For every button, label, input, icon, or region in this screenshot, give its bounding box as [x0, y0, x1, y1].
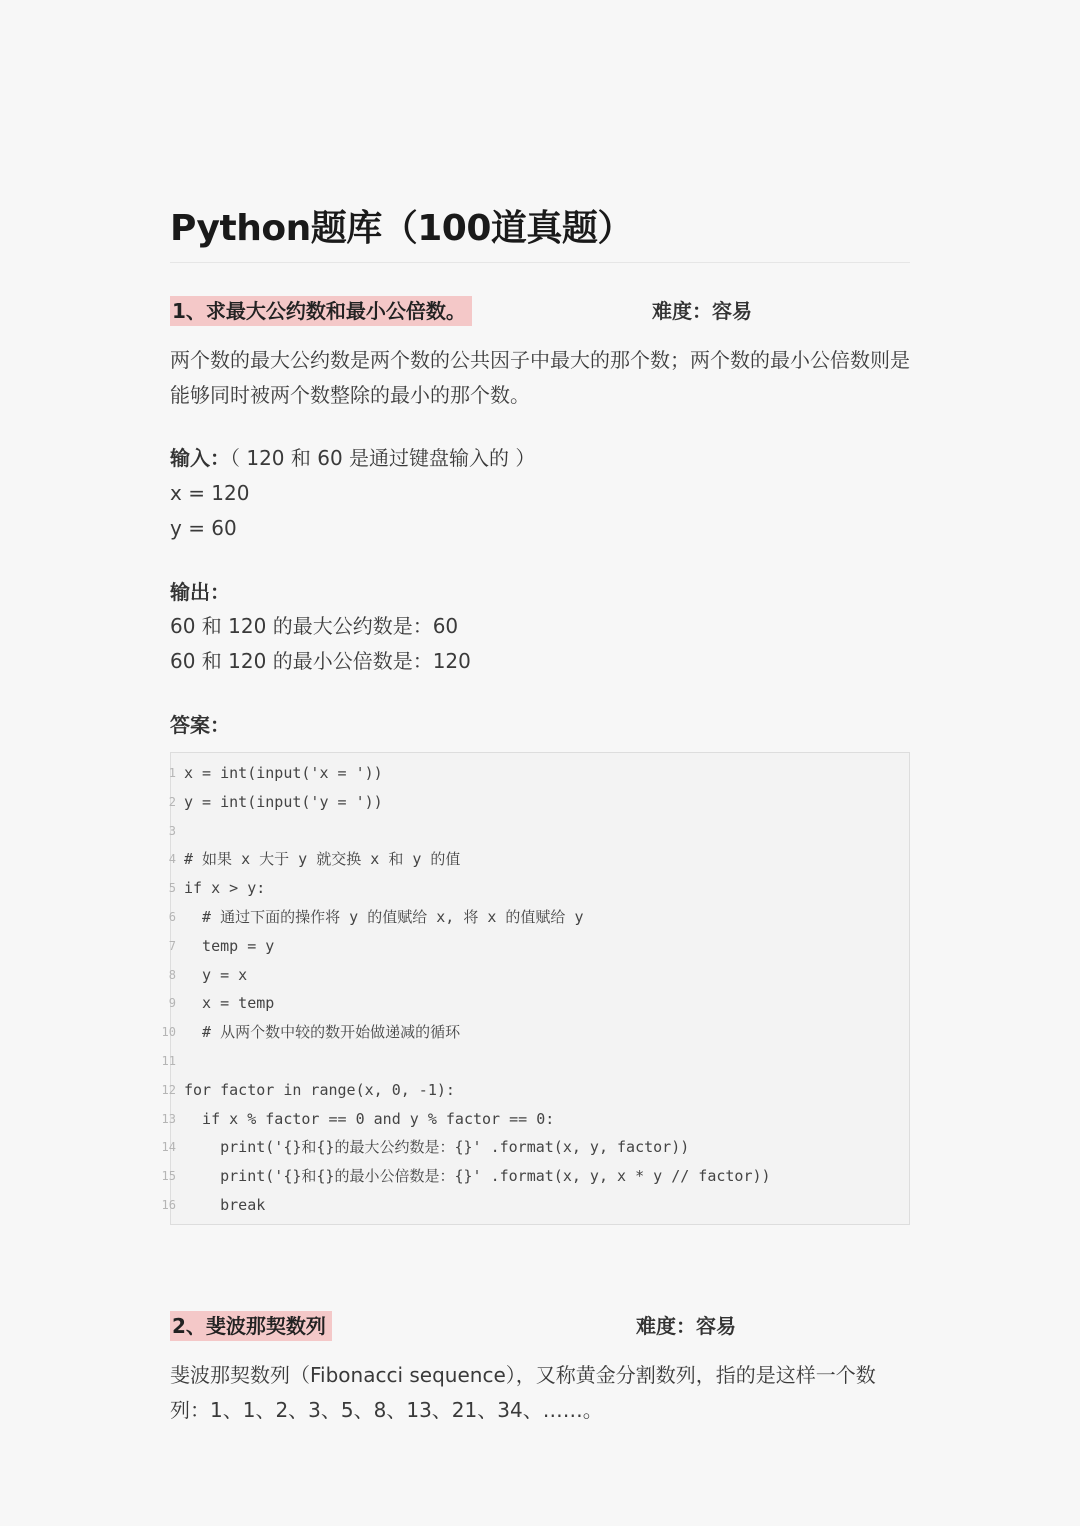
input-label: 输入：: [170, 446, 230, 470]
question-1-description: 两个数的最大公约数是两个数的公共因子中最大的那个数；两个数的最小公倍数则是能够同时被两个数整除的最小的那个数。: [170, 348, 910, 407]
answer-label: 答案：: [170, 713, 230, 737]
code-line: [168, 817, 909, 846]
line-number-text: 7: [168, 938, 176, 953]
code-text: temp = y: [184, 936, 275, 955]
code-text: y = x: [184, 965, 248, 984]
line-number-text: 5: [168, 881, 176, 896]
input-line-y: y = 60: [170, 516, 237, 540]
answer-heading: [170, 708, 230, 743]
code-text: if x > y:: [184, 879, 266, 898]
code-line: [168, 932, 909, 961]
line-number-text: 3: [168, 823, 176, 838]
question-2-title: 2、斐波那契数列: [170, 1311, 332, 1341]
question-2-description: 斐波那契数列（Fibonacci sequence），又称黄金分割数列，指的是这样一个数列：1、1、2、3、5、8、13、21、34、……。: [170, 1363, 876, 1422]
question-1-header: [170, 296, 910, 330]
line-number-text: 10: [161, 1025, 176, 1040]
line-number-text: 11: [161, 1054, 176, 1068]
line-number-text: 13: [161, 1111, 176, 1126]
code-line: [161, 1076, 909, 1105]
line-number-text: 16: [161, 1198, 176, 1212]
code-line: [161, 1191, 909, 1220]
code-line: [168, 961, 909, 990]
output-line-gcd: 60 和 120 的最大公约数是：60: [170, 614, 459, 638]
question-2-header: [170, 1311, 910, 1345]
input-note: （ 120 和 60 是通过键盘输入的 ）: [230, 446, 536, 470]
code-line: [161, 1047, 909, 1076]
code-text: y = int(input('y = ')): [184, 792, 383, 811]
input-line-x: x = 120: [170, 481, 250, 505]
code-text: break: [184, 1196, 266, 1214]
question-1-difficulty: 难度：容易: [652, 299, 752, 323]
code-line: [168, 788, 909, 817]
page-title: Python题库（100道真题）: [170, 208, 633, 249]
line-number-text: 8: [168, 967, 176, 982]
line-number-text: 4: [168, 852, 176, 867]
code-line: [168, 845, 909, 874]
output-line-lcm: 60 和 120 的最小公倍数是：120: [170, 649, 471, 673]
line-number-text: 6: [168, 910, 176, 924]
code-text: x = temp: [184, 994, 275, 1013]
question-1-title: 1、求最大公约数和最小公倍数。: [170, 296, 472, 326]
code-text: # 通过下面的操作将 y 的值赋给 x, 将 x 的值赋给 y: [184, 908, 584, 926]
code-line: [168, 874, 909, 903]
input-heading: [170, 441, 535, 476]
code-text: for factor in range(x, 0, -1):: [184, 1080, 455, 1099]
code-line: [161, 1133, 909, 1162]
line-number-text: 9: [168, 996, 176, 1011]
line-number-text: 14: [161, 1140, 176, 1155]
line-number-text: 1: [168, 766, 176, 780]
code-line: [168, 759, 909, 788]
code-text: print('{}和{}的最小公倍数是：{}' .format(x, y, x * y // factor)): [184, 1167, 771, 1186]
line-number-text: 15: [161, 1169, 176, 1184]
code-text: # 如果 x 大于 y 就交换 x 和 y 的值: [184, 850, 461, 869]
code-text: print('{}和{}的最大公约数是：{}' .format(x, y, factor)): [184, 1138, 690, 1157]
code-text: # 从两个数中较的数开始做递减的循环: [184, 1023, 461, 1042]
question-2-difficulty: 难度：容易: [636, 1314, 736, 1338]
output-heading: [170, 575, 230, 610]
output-label: 输出：: [170, 580, 230, 604]
code-text: if x % factor == 0 and y % factor == 0:: [184, 1109, 555, 1128]
code-line: [161, 1162, 909, 1191]
code-line: [168, 903, 909, 932]
line-number-text: 2: [168, 794, 176, 809]
code-line: [168, 989, 909, 1018]
code-line: [161, 1018, 909, 1047]
code-block: [161, 752, 910, 1225]
line-number-text: 12: [161, 1082, 176, 1097]
code-line: [161, 1105, 909, 1134]
title-divider: [170, 262, 910, 263]
code-text: x = int(input('x = ')): [184, 764, 383, 782]
